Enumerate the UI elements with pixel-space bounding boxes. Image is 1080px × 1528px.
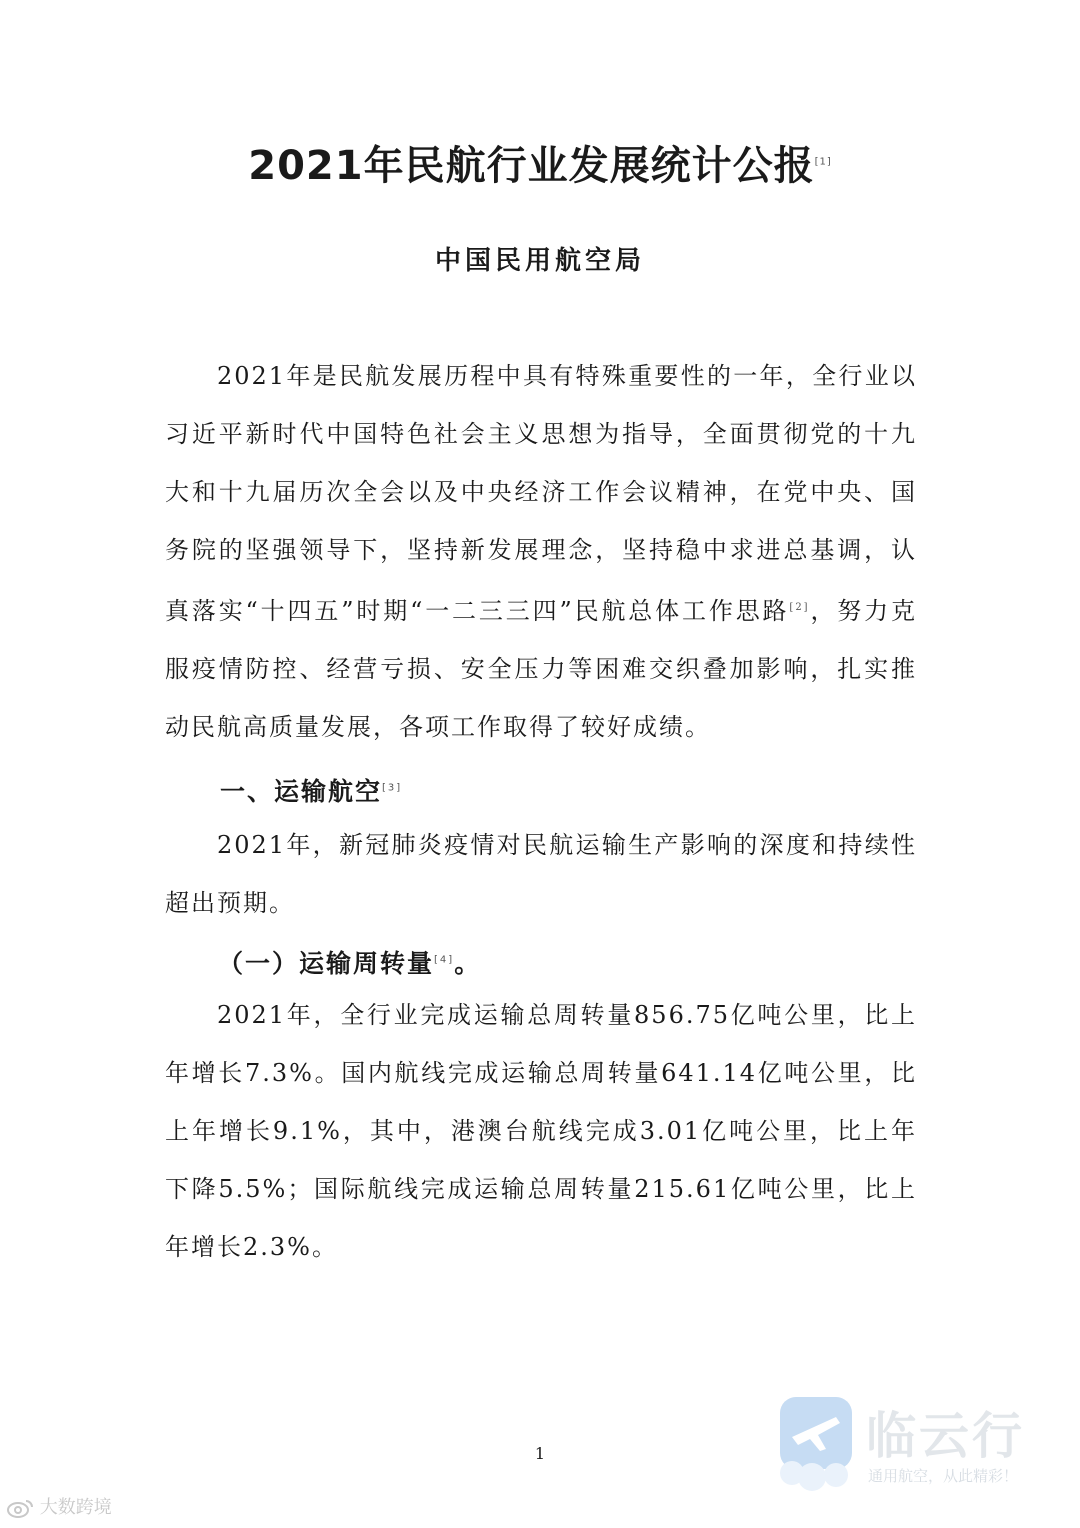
- document-title: [0, 134, 1080, 191]
- section-paragraph-text: 2021年，新冠肺炎疫情对民航运输生产影响的深度和持续性超出预期。: [165, 831, 917, 917]
- intro-paragraph: [165, 347, 917, 756]
- title-footnote-marker: [1]: [814, 156, 832, 168]
- turnover-paragraph-text: 2021年，全行业完成运输总周转量856.75亿吨公里，比上年增长7.3%。国内航线完成运输总周转量641.14亿吨公里，比上年增长9.1%，其中，港澳台航线完成3.01亿吨公里，比上年下降5.5%；国际航线完成运输总周转量215.61亿吨公里，比上年增长2.3%。: [165, 1001, 917, 1261]
- title-text: 2021年民航行业发展统计公报: [248, 143, 815, 189]
- section-paragraph: [165, 816, 917, 932]
- page-number: 1: [534, 1444, 546, 1463]
- subsection-heading-text: （一）运输周转量: [218, 949, 435, 978]
- subsection-heading-tail: 。: [454, 949, 482, 978]
- intro-footnote-marker: [2]: [789, 602, 810, 613]
- turnover-paragraph: [165, 986, 917, 1276]
- weibo-watermark-label: 大数跨境: [39, 1497, 112, 1518]
- brand-watermark-slogan: 通用航空，从此精彩！: [868, 1467, 1019, 1485]
- intro-text-tail: ，努力克服疫情防控、经营亏损、安全压力等困难交织叠加影响，扎实推动民航高质量发展，各项工作取得了较好成绩。: [165, 597, 918, 741]
- subsection-heading-turnover: [218, 944, 481, 980]
- weibo-icon: [6, 1498, 34, 1518]
- brand-watermark-name: 临云行: [866, 1407, 1025, 1465]
- issuing-organization: 中国民用航空局: [434, 246, 645, 276]
- section-heading-text: 一、运输航空: [220, 777, 383, 806]
- section-heading-transport: [220, 772, 402, 808]
- subsection-footnote-marker: [4]: [434, 954, 455, 966]
- intro-text: 2021年是民航发展历程中具有特殊重要性的一年，全行业以习近平新时代中国特色社会主义思想为指导，全面贯彻党的十九大和十九届历次全会以及中央经济工作会议精神，在党中央、国务院的坚强领导下，坚持新发展理念，坚持稳中求进总基调，认真落实“十四五”时期“一二三三四”民航总体工作思路: [165, 362, 917, 625]
- weibo-watermark: [6, 1493, 112, 1519]
- section-footnote-marker: [3]: [382, 782, 403, 794]
